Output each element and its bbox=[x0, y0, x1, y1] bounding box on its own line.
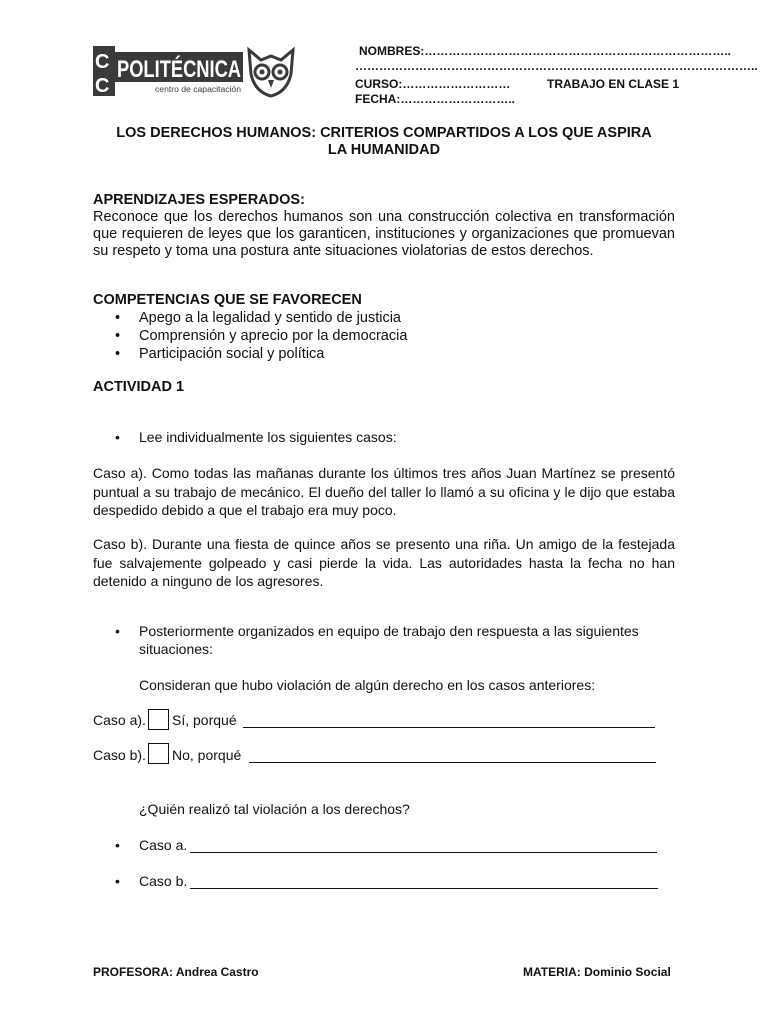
checkbox-no[interactable] bbox=[148, 743, 169, 764]
item-caso-b-label: Caso b. bbox=[139, 873, 188, 889]
answer-b-line[interactable] bbox=[249, 762, 656, 763]
competencia-item: • Comprensión y aprecio por la democracia bbox=[115, 328, 408, 344]
item-caso-b-line[interactable] bbox=[190, 888, 658, 889]
caso-a-text: Caso a). Como todas las mañanas durante los últimos tres años Juan Martínez se presentó puntual a su trabajo de mecánico. El dueño del taller lo llamó a su oficina y le dijo que estaba despedido debido a que el trabajo era muy poco. bbox=[93, 465, 675, 518]
owl-icon bbox=[249, 50, 293, 96]
item-caso-a-label: Caso a. bbox=[139, 837, 188, 853]
aprendizajes-heading: APRENDIZAJES ESPERADOS: bbox=[93, 192, 305, 208]
competencias-heading: COMPETENCIAS QUE SE FAVORECEN bbox=[93, 292, 362, 308]
logo-graphic bbox=[93, 42, 305, 100]
fecha-field: FECHA:……………………….. bbox=[355, 92, 515, 106]
item-caso-a: • Caso a. bbox=[115, 837, 188, 853]
answer-a-line[interactable] bbox=[243, 727, 655, 728]
competencia-label: Participación social y política bbox=[139, 346, 325, 362]
instruction-text: Lee individualmente los siguientes casos: bbox=[139, 429, 397, 445]
curso-field: CURSO:……………………… bbox=[355, 77, 511, 91]
competencia-item: • Apego a la legalidad y sentido de justicia bbox=[115, 310, 401, 326]
footer-materia: MATERIA: Dominio Social bbox=[523, 965, 671, 979]
competencia-item: • Participación social y política bbox=[115, 346, 325, 362]
competencia-label: Apego a la legalidad y sentido de justicia bbox=[139, 310, 401, 326]
answer-a-option: Sí, porqué bbox=[172, 712, 237, 728]
document-title-line2: LA HUMANIDAD bbox=[327, 142, 441, 158]
answer-b-label: Caso b). bbox=[93, 747, 146, 763]
item-caso-b: • Caso b. bbox=[115, 873, 188, 889]
question-1: Consideran que hubo violación de algún derecho en los casos anteriores: bbox=[139, 677, 596, 693]
logo-letter-bottom: C bbox=[95, 75, 110, 97]
answer-b-option: No, porqué bbox=[172, 747, 242, 763]
nombres-continuation: ……………………………………………………………………………………….. bbox=[355, 59, 758, 73]
logo-letter-top: C bbox=[95, 51, 110, 73]
nombres-field: NOMBRES:………………………………………………………………….. bbox=[359, 44, 731, 58]
logo-tagline: centro de capacitación bbox=[155, 85, 241, 94]
checkbox-si[interactable] bbox=[148, 709, 169, 730]
logo-name: POLITÉCNICA bbox=[117, 56, 280, 83]
actividad-heading: ACTIVIDAD 1 bbox=[93, 379, 185, 395]
politecnica-logo bbox=[93, 42, 305, 100]
question-2: ¿Quién realizó tal violación a los derechos? bbox=[139, 801, 410, 817]
trabajo-label: TRABAJO EN CLASE 1 bbox=[547, 77, 680, 91]
instruction-text-cont: situaciones: bbox=[139, 641, 213, 657]
footer-profesora: PROFESORA: Andrea Castro bbox=[93, 965, 259, 979]
competencia-label: Comprensión y aprecio por la democracia bbox=[139, 328, 408, 344]
item-caso-a-line[interactable] bbox=[190, 852, 657, 853]
instruction-bullet-2: • Posteriormente organizados en equipo de trabajo den respuesta a las siguientes bbox=[115, 623, 639, 639]
answer-a-label: Caso a). bbox=[93, 712, 146, 728]
document-title-line1: LOS DERECHOS HUMANOS: CRITERIOS COMPARTIDOS A LOS QUE ASPIRA bbox=[116, 125, 652, 141]
caso-b-text: Caso b). Durante una fiesta de quince años se presento una riña. Un amigo de la festejada fue salvajemente golpeado y casi pierde la vida. Las autoridades hasta la fecha no han detenido a ninguno de los agresores. bbox=[93, 536, 675, 589]
aprendizajes-text: Reconoce que los derechos humanos son una construcción colectiva en transformación que requieren de leyes que los garanticen, instituciones y organizaciones que promuevan su respeto y toma una postura ante situaciones violatorias de estos derechos. bbox=[93, 209, 675, 259]
instruction-bullet: • Lee individualmente los siguientes casos: bbox=[115, 429, 397, 445]
instruction-text: Posteriormente organizados en equipo de trabajo den respuesta a las siguientes bbox=[139, 623, 639, 639]
